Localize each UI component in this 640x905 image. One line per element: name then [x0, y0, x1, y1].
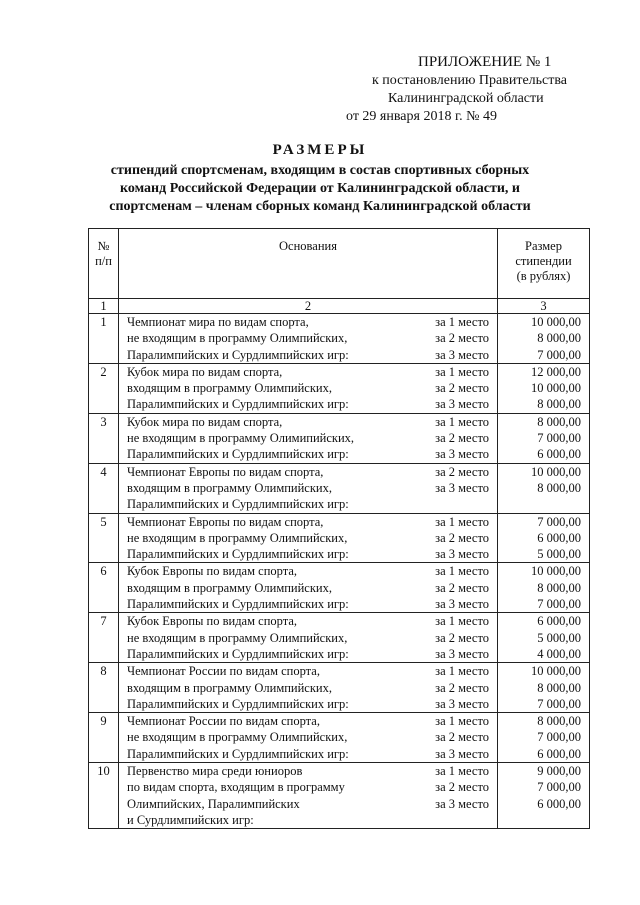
basis-cell — [119, 713, 498, 763]
place-text: за 2 место — [435, 780, 489, 795]
basis-line — [119, 496, 497, 512]
basis-text: входящим в программу Олимпийских, — [127, 580, 332, 595]
amount-value: 7 000,00 — [537, 514, 581, 529]
amount-value: 6 000,00 — [537, 746, 581, 761]
basis-line — [119, 530, 497, 546]
place-text: за 1 место — [435, 315, 489, 329]
basis-cell — [119, 363, 498, 413]
amount-value: 12 000,00 — [531, 364, 581, 379]
basis-line — [119, 380, 497, 396]
place-text: за 1 место — [435, 514, 489, 529]
document-subtitle-line-1: стипендий спортсменам, входящим в состав спортивных сборных — [110, 163, 530, 178]
amount-value: 6 000,00 — [537, 796, 581, 811]
row-number: 1 — [89, 314, 119, 364]
basis-text: входящим в программу Олимпийских, — [127, 480, 332, 495]
header-number-cell — [89, 229, 119, 299]
table-row — [89, 413, 590, 463]
amount-cell — [498, 763, 590, 829]
basis-text: и Сурдлимпийских игр: — [127, 812, 254, 827]
place-text: за 3 место — [435, 646, 489, 661]
basis-line — [119, 613, 497, 629]
place-text: за 3 место — [435, 447, 489, 462]
place-text: за 3 место — [435, 397, 489, 412]
appendix-decree-line: к постановлению Правительства — [372, 73, 568, 88]
place-text: за 3 место — [435, 746, 489, 761]
basis-text: не входящим в программу Олимпийских, — [127, 630, 348, 645]
basis-text: Паралимпийских и Сурдлимпийских игр: — [127, 397, 349, 412]
basis-text: Паралимпийских и Сурдлимпийских игр: — [127, 646, 349, 661]
basis-cell — [119, 413, 498, 463]
place-text: за 2 место — [435, 331, 489, 346]
basis-text: не входящим в программу Олимпийских, — [127, 730, 348, 745]
basis-text: входящим в программу Олимпийских, — [127, 680, 332, 695]
appendix-region-line: Калининградской области — [388, 91, 544, 106]
row-number: 10 — [89, 763, 119, 829]
amount-cell — [498, 613, 590, 663]
basis-text: Чемпионат Европы по видам спорта, — [127, 514, 324, 529]
column-number-row — [89, 299, 590, 314]
basis-line — [119, 580, 497, 596]
basis-cell — [119, 314, 498, 364]
table-row — [89, 713, 590, 763]
place-text — [489, 496, 497, 512]
place-text: за 1 место — [435, 564, 489, 579]
basis-text: Кубок Европы по видам спорта, — [127, 564, 298, 579]
amount-value: 7 000,00 — [537, 696, 581, 711]
document-title: РАЗМЕРЫ — [272, 142, 368, 158]
place-text: за 2 место — [435, 630, 489, 645]
basis-text: Паралимпийских и Сурдлимпийских игр: — [127, 347, 349, 362]
row-number: 4 — [89, 463, 119, 513]
amount-value: 6 000,00 — [537, 447, 581, 462]
place-text: за 2 место — [435, 381, 489, 396]
place-text: за 3 место — [435, 347, 489, 362]
row-number: 2 — [89, 363, 119, 413]
basis-text: не входящим в программу Олимипийских, — [127, 431, 355, 446]
basis-line — [119, 812, 497, 828]
basis-cell — [119, 663, 498, 713]
amount-cell — [498, 563, 590, 613]
place-text: за 1 место — [435, 764, 489, 779]
table-body — [89, 314, 590, 829]
basis-cell — [119, 513, 498, 563]
place-text: за 2 место — [435, 464, 489, 479]
amount-value: 8 000,00 — [537, 480, 581, 495]
basis-line — [119, 729, 497, 745]
stipend-table — [88, 228, 590, 829]
header-basis-label: Основания — [279, 239, 337, 253]
basis-line — [119, 696, 497, 712]
basis-text: Паралимпийских и Сурдлимпийских игр: — [127, 547, 349, 562]
place-text: за 1 место — [435, 664, 489, 679]
header-amount-cell — [498, 229, 590, 299]
column-number: 3 — [498, 299, 590, 314]
row-number: 5 — [89, 513, 119, 563]
basis-text: Паралимпийских и Сурдлимпийских игр: — [127, 497, 349, 512]
basis-line — [119, 663, 497, 679]
basis-line — [119, 464, 497, 480]
amount-value: 8 000,00 — [537, 331, 581, 346]
basis-line — [119, 546, 497, 562]
document-subtitle-line-2: команд Российской Федерации от Калининградской области, и — [120, 181, 520, 196]
header-amount-sublabel: стипендии — [515, 254, 572, 268]
basis-line — [119, 364, 497, 380]
amount-value: 5 000,00 — [537, 630, 581, 645]
amount-value: 7 000,00 — [537, 431, 581, 446]
basis-text: Паралимпийских и Сурдлимпийских игр: — [127, 597, 349, 612]
basis-cell — [119, 463, 498, 513]
basis-line — [119, 746, 497, 762]
basis-line — [119, 680, 497, 696]
table-row — [89, 463, 590, 513]
basis-line — [119, 596, 497, 612]
amount-value: 10 000,00 — [531, 315, 581, 329]
column-number: 1 — [89, 299, 119, 314]
basis-line — [119, 480, 497, 496]
basis-cell — [119, 763, 498, 829]
header-amount-label: Размер — [525, 239, 562, 253]
amount-value: 8 000,00 — [537, 414, 581, 429]
basis-line — [119, 563, 497, 579]
basis-line — [119, 713, 497, 729]
place-text: за 3 место — [435, 696, 489, 711]
basis-text: входящим в программу Олимпийских, — [127, 381, 332, 396]
table-row — [89, 763, 590, 829]
header-basis-cell — [119, 229, 498, 299]
header-number-sublabel: п/п — [95, 254, 112, 268]
amount-cell — [498, 314, 590, 364]
basis-text: Паралимпийских и Сурдлимпийских игр: — [127, 696, 349, 711]
amount-value: 4 000,00 — [537, 646, 581, 661]
place-text: за 3 место — [435, 547, 489, 562]
place-text: за 3 место — [435, 597, 489, 612]
row-number: 8 — [89, 663, 119, 713]
basis-line — [119, 330, 497, 346]
basis-line — [119, 630, 497, 646]
place-text: за 2 место — [435, 580, 489, 595]
basis-text: Чемпионат России по видам спорта, — [127, 664, 320, 679]
amount-value: 8 000,00 — [537, 580, 581, 595]
amount-value: 7 000,00 — [537, 597, 581, 612]
table-row — [89, 613, 590, 663]
amount-cell — [498, 463, 590, 513]
place-text: за 1 место — [435, 364, 489, 379]
basis-text: не входящим в программу Олимпийских, — [127, 331, 348, 346]
amount-value: 10 000,00 — [531, 464, 581, 479]
amount-value: 10 000,00 — [531, 564, 581, 579]
header-number-label: № — [97, 239, 110, 253]
amount-value: 9 000,00 — [537, 764, 581, 779]
row-number: 3 — [89, 413, 119, 463]
basis-line — [119, 396, 497, 412]
basis-text: Первенство мира среди юниоров — [127, 764, 303, 779]
amount-value: 5 000,00 — [537, 547, 581, 562]
place-text: за 1 место — [435, 414, 489, 429]
amount-cell — [498, 663, 590, 713]
amount-value: 6 000,00 — [537, 614, 581, 629]
basis-text: Кубок мира по видам спорта, — [127, 364, 283, 379]
place-text: за 1 место — [435, 714, 489, 729]
table-row — [89, 663, 590, 713]
basis-text: Паралимпийских и Сурдлимпийских игр: — [127, 447, 349, 462]
place-text: за 2 место — [435, 530, 489, 545]
table-row — [89, 314, 590, 364]
amount-value: 8 000,00 — [537, 714, 581, 729]
basis-line — [119, 314, 497, 330]
place-text: за 2 место — [435, 730, 489, 745]
amount-value: 10 000,00 — [531, 381, 581, 396]
table-row — [89, 513, 590, 563]
basis-cell — [119, 613, 498, 663]
basis-text: Паралимпийских и Сурдлимпийских игр: — [127, 746, 349, 761]
appendix-date-line: от 29 января 2018 г. № 49 — [346, 109, 497, 124]
place-text: за 1 место — [435, 614, 489, 629]
place-text: за 2 место — [435, 431, 489, 446]
table-header-row — [89, 229, 590, 299]
basis-text: Чемпионат России по видам спорта, — [127, 714, 320, 729]
amount-value: 10 000,00 — [531, 664, 581, 679]
basis-line — [119, 779, 497, 795]
basis-line — [119, 796, 497, 812]
table-row — [89, 363, 590, 413]
amount-cell — [498, 513, 590, 563]
basis-text: Чемпионат мира по видам спорта, — [127, 315, 309, 329]
amount-value: 7 000,00 — [537, 347, 581, 362]
basis-line — [119, 430, 497, 446]
basis-line — [119, 646, 497, 662]
basis-cell — [119, 563, 498, 613]
place-text: за 3 место — [435, 480, 489, 495]
amount-value: 7 000,00 — [537, 730, 581, 745]
basis-text: не входящим в программу Олимпийских, — [127, 530, 348, 545]
table-row — [89, 563, 590, 613]
amount-cell — [498, 413, 590, 463]
basis-line — [119, 763, 497, 779]
amount-cell — [498, 363, 590, 413]
amount-value: 6 000,00 — [537, 530, 581, 545]
basis-line — [119, 446, 497, 462]
place-text — [489, 812, 497, 828]
basis-line — [119, 347, 497, 363]
header-amount-unit: (в рублях) — [516, 269, 571, 283]
row-number: 7 — [89, 613, 119, 663]
place-text: за 2 место — [435, 680, 489, 695]
amount-value: 8 000,00 — [537, 680, 581, 695]
amount-value: 7 000,00 — [537, 780, 581, 795]
basis-text: Чемпионат Европы по видам спорта, — [127, 464, 324, 479]
amount-value: 8 000,00 — [537, 397, 581, 412]
basis-line — [119, 514, 497, 530]
column-number: 2 — [119, 299, 498, 314]
basis-text: по видам спорта, входящим в программу — [127, 780, 345, 795]
basis-text: Олимпийских, Паралимпийских — [127, 796, 300, 811]
basis-line — [119, 414, 497, 430]
document-subtitle-line-3: спортсменам – членам сборных команд Калининградской области — [109, 199, 531, 214]
basis-text: Кубок мира по видам спорта, — [127, 414, 283, 429]
row-number: 9 — [89, 713, 119, 763]
amount-cell — [498, 713, 590, 763]
row-number: 6 — [89, 563, 119, 613]
appendix-number: ПРИЛОЖЕНИЕ № 1 — [418, 54, 552, 70]
basis-text: Кубок Европы по видам спорта, — [127, 614, 298, 629]
place-text: за 3 место — [435, 796, 489, 811]
